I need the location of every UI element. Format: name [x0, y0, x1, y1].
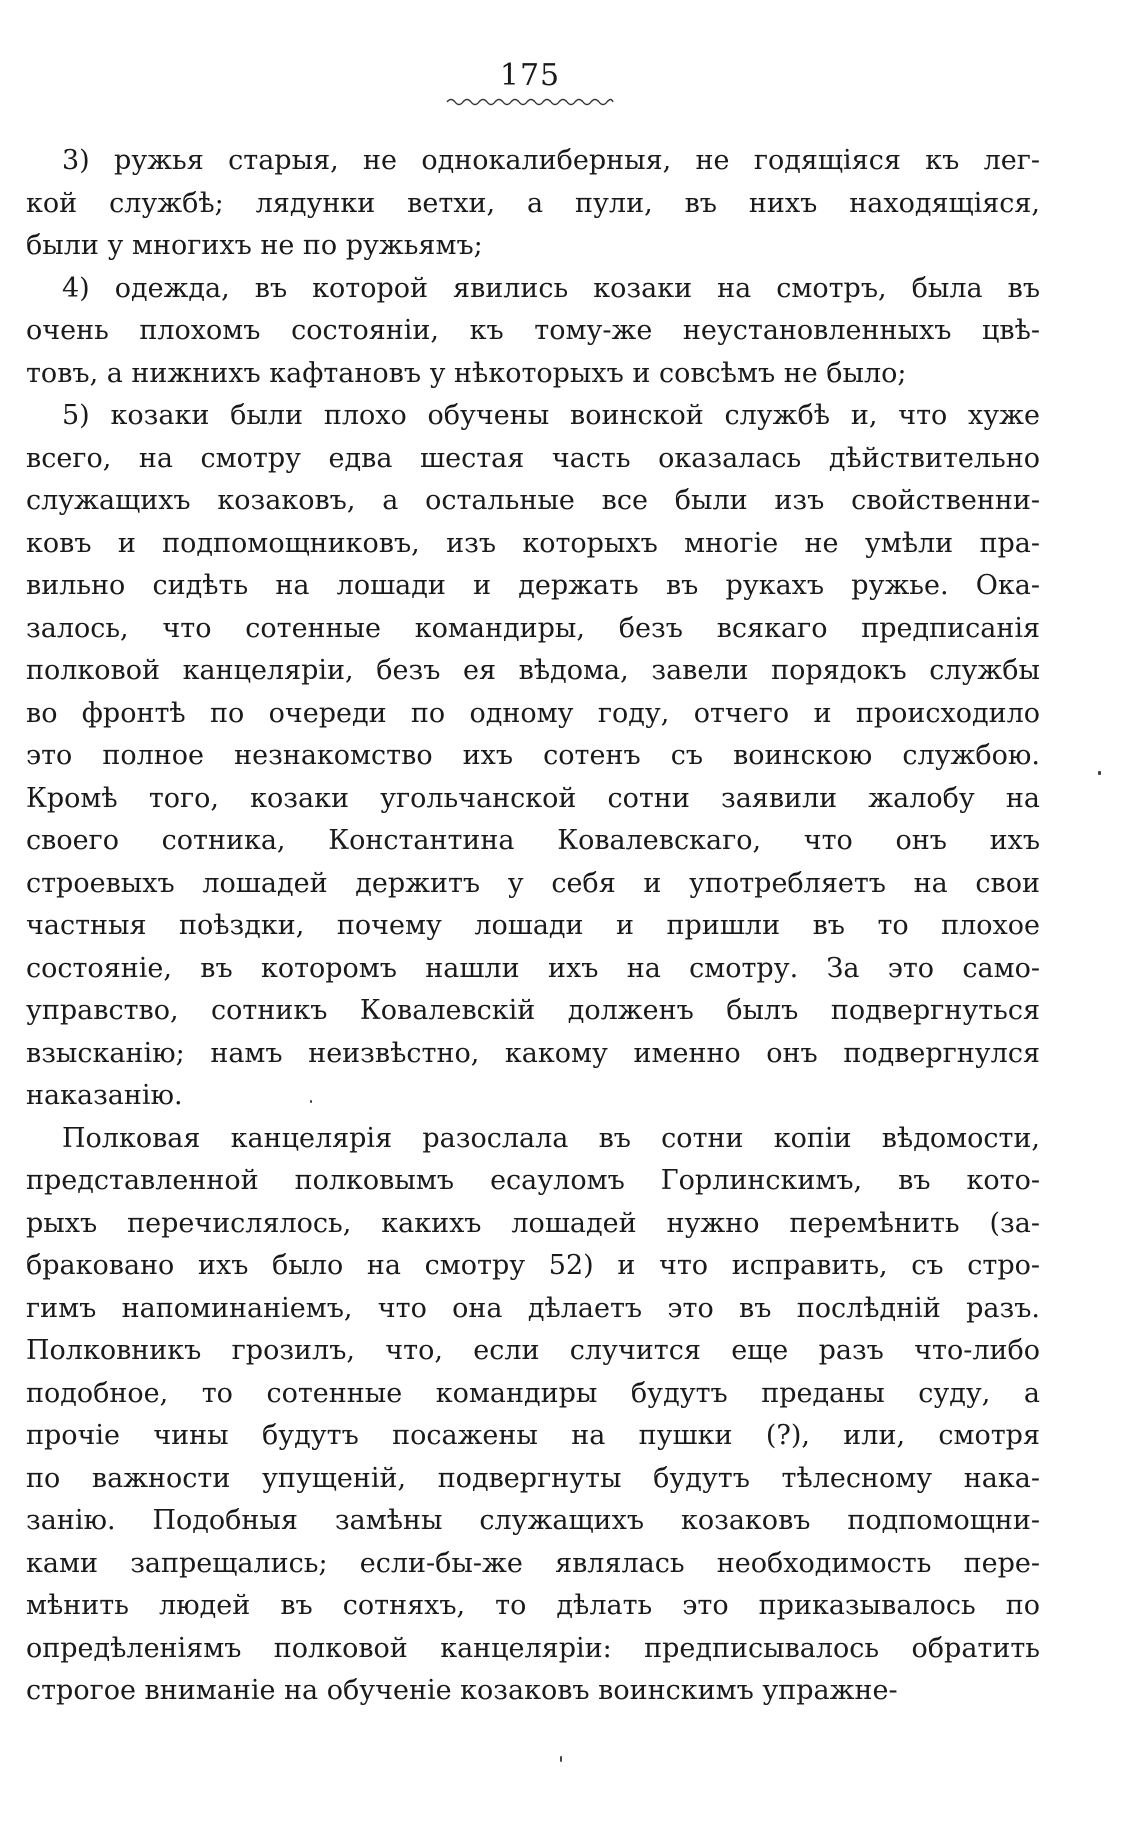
text-line: ковъ и подпомощниковъ, изъ которыхъ многіе не умѣли пра-	[26, 527, 1040, 559]
text-line: управство, сотникъ Ковалевскій долженъ былъ подвергнуться	[26, 995, 1040, 1026]
text-line: строгое вниманіе на обученіе козаковъ воинскимъ упражне-	[26, 1675, 898, 1706]
paragraph	[26, 268, 1040, 396]
text-line: рыхъ перечислялось, какихъ лошадей нужно перемѣнить (за-	[26, 1207, 1040, 1239]
text-line: браковано ихъ было на смотру 52) и что исправить, съ стро-	[26, 1250, 1040, 1281]
body-text	[26, 140, 1040, 1713]
text-line: мѣнить людей въ сотняхъ, то дѣлать это приказывалось по	[26, 1590, 1040, 1621]
text-line: всего, на смотру едва шестая часть оказалась дѣйствительно	[26, 442, 1040, 474]
text-line: были у многихъ не по ружьямъ;	[26, 230, 483, 261]
text-line: подобное, то сотенные командиры будутъ преданы суду, а	[26, 1377, 1040, 1409]
text-line: частныя поѣздки, почему лошади и пришли въ то плохое	[26, 910, 1040, 941]
paragraph	[26, 140, 1040, 268]
text-line: опредѣленіямъ полковой канцеляріи: предписывалось обратить	[26, 1632, 1040, 1664]
text-line: взысканію; намъ неизвѣстно, какому именно онъ подвергнулся	[26, 1037, 1040, 1069]
text-line: состояніе, въ которомъ нашли ихъ на смотру. За это само-	[26, 952, 1040, 984]
page-number: 175	[499, 58, 561, 93]
paragraph	[26, 395, 1040, 1118]
text-line: залось, что сотенные командиры, безъ всякаго предписанія	[26, 612, 1040, 644]
text-line: вильно сидѣть на лошади и держать въ рукахъ ружье. Ока-	[26, 570, 1040, 601]
paragraph	[26, 1118, 1040, 1713]
text-line: ками запрещались; если-бы-же являлась необходимость пере-	[26, 1547, 1040, 1579]
text-line: 3) ружья старыя, не однокалиберныя, не годящіяся къ лег-	[62, 145, 1040, 176]
text-line: очень плохомъ состояніи, къ тому-же неустановленныхъ цвѣ-	[26, 315, 1040, 346]
text-line: по важности упущеній, подвергнуты будутъ тѣлесному нака-	[26, 1462, 1040, 1494]
text-line: Полковая канцелярія разослала въ сотни копіи вѣдомости,	[62, 1122, 1040, 1154]
text-line: представленной полковымъ есауломъ Горлинскимъ, въ кото-	[26, 1165, 1040, 1196]
text-line: наказанію.	[26, 1080, 183, 1111]
text-line: строевыхъ лошадей держитъ у себя и употребляетъ на свои	[26, 867, 1040, 899]
text-line: 4) одежда, въ которой явились козаки на смотръ, была въ	[62, 272, 1040, 304]
text-line: товъ, а нижнихъ кафтановъ у нѣкоторыхъ и совсѣмъ не было;	[26, 357, 907, 389]
text-line: гимъ напоминаніемъ, что она дѣлаетъ это въ послѣдній разъ.	[26, 1292, 1040, 1324]
print-speck	[1098, 771, 1101, 775]
page-number-ornament	[445, 96, 615, 108]
text-line: кой службѣ; лядунки ветхи, а пули, въ нихъ находящіяся,	[26, 187, 1040, 219]
text-line: Полковникъ грозилъ, что, если случится еще разъ что-либо	[26, 1335, 1040, 1366]
text-line: служащихъ козаковъ, а остальные все были изъ свойственни-	[26, 485, 1040, 516]
text-line: 5) козаки были плохо обучены воинской службѣ и, что хуже	[62, 400, 1040, 431]
text-line: прочіе чины будутъ посажены на пушки (?), или, смотря	[26, 1420, 1040, 1451]
print-speck	[560, 1756, 562, 1762]
text-line: это полное незнакомство ихъ сотенъ съ воинскою службою.	[26, 740, 1040, 771]
text-line: занію. Подобныя замѣны служащихъ козаковъ подпомощни-	[26, 1505, 1040, 1536]
print-speck	[310, 1100, 312, 1103]
text-line: полковой канцеляріи, безъ ея вѣдома, завели порядокъ службы	[26, 655, 1040, 686]
text-line: во фронтѣ по очереди по одному году, отчего и происходило	[26, 697, 1040, 729]
text-line: своего сотника, Константина Ковалевскаго, что онъ ихъ	[26, 825, 1040, 856]
text-line: Кромѣ того, козаки угольчанской сотни заявили жалобу на	[26, 782, 1040, 814]
